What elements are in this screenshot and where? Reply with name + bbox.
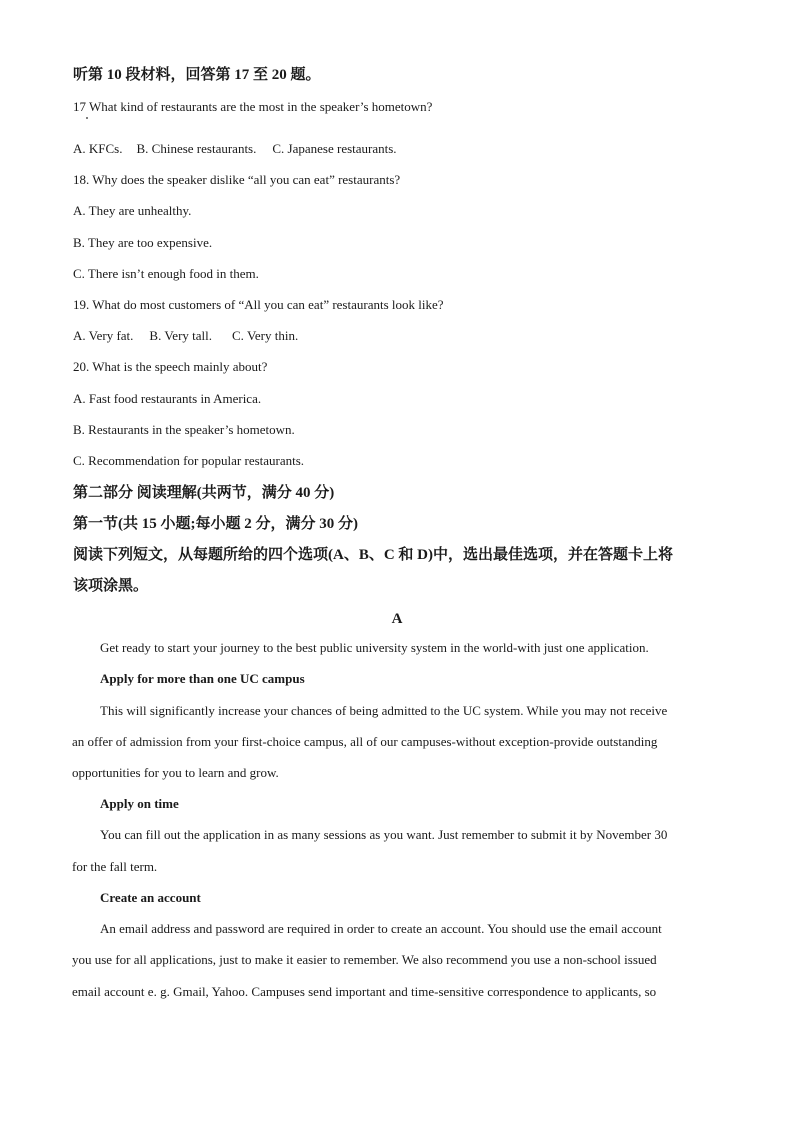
question-20-option-a: A. Fast food restaurants in America. <box>73 391 262 406</box>
paragraph-line: an offer of admission from your first-choice campus, all of our campuses-without exception-provide outstanding <box>72 734 658 749</box>
part2-heading: 第二部分 阅读理解(共两节，满分 40 分) <box>73 485 335 501</box>
question-18-option-b: B. They are too expensive. <box>73 235 213 250</box>
question-20-option-b: B. Restaurants in the speaker’s hometown. <box>73 422 295 437</box>
question-19-options <box>73 328 298 344</box>
paragraph-line: email account e. g. Gmail, Yahoo. Campuses send important and time-sensitive correspondence to applicants, so <box>72 984 657 999</box>
option-a: A. KFCs. <box>73 141 123 156</box>
subheading-apply-more: Apply for more than one UC campus <box>100 671 305 686</box>
question-18-option-a: A. They are unhealthy. <box>73 203 192 218</box>
paragraph-line: You can fill out the application in as many sessions as you want. Just remember to submit it by November 30 <box>100 827 668 842</box>
instruction-line-1: 阅读下列短文，从每题所给的四个选项(A、B、C 和 D)中，选出最佳选项，并在答题卡上将 <box>73 547 673 563</box>
paragraph-line: An email address and password are required in order to create an account. You should use the email account <box>100 921 662 936</box>
paragraph-line: for the fall term. <box>72 859 158 874</box>
option-a: A. Very fat. <box>73 328 134 343</box>
option-c: C. Japanese restaurants. <box>272 141 397 156</box>
question-18-option-c: C. There isn’t enough food in them. <box>73 266 259 281</box>
question-18: 18. Why does the speaker dislike “all you can eat” restaurants? <box>73 172 401 187</box>
question-20-option-c: C. Recommendation for popular restaurants. <box>73 453 305 468</box>
passage-label: A <box>391 611 403 627</box>
paragraph-line: This will significantly increase your chances of being admitted to the UC system. While you may not receive <box>100 703 668 718</box>
question-19: 19. What do most customers of “All you can eat” restaurants look like? <box>73 297 444 312</box>
passage-intro: Get ready to start your journey to the best public university system in the world-with just one application. <box>100 640 649 655</box>
paragraph-line: you use for all applications, just to make it easier to remember. We also recommend you use a non-school issued <box>72 952 657 967</box>
paragraph-line: opportunities for you to learn and grow. <box>72 765 279 780</box>
section-one-heading: 第一节(共 15 小题;每小题 2 分，满分 30 分) <box>73 516 358 532</box>
section-heading: 听第 10 段材料，回答第 17 至 20 题。 <box>73 67 321 83</box>
option-c: C. Very thin. <box>232 328 299 343</box>
instruction-line-2: 该项涂黑。 <box>73 578 149 594</box>
question-20: 20. What is the speech mainly about? <box>73 359 268 374</box>
option-b: B. Chinese restaurants. <box>136 141 257 156</box>
subheading-create-account: Create an account <box>100 890 201 905</box>
option-b: B. Very tall. <box>149 328 213 343</box>
question-17-options <box>73 141 397 157</box>
question-17: 17 What kind of restaurants are the most in the speaker’s hometown? <box>73 99 433 114</box>
stray-dot <box>86 117 88 119</box>
subheading-apply-on-time: Apply on time <box>100 796 179 811</box>
